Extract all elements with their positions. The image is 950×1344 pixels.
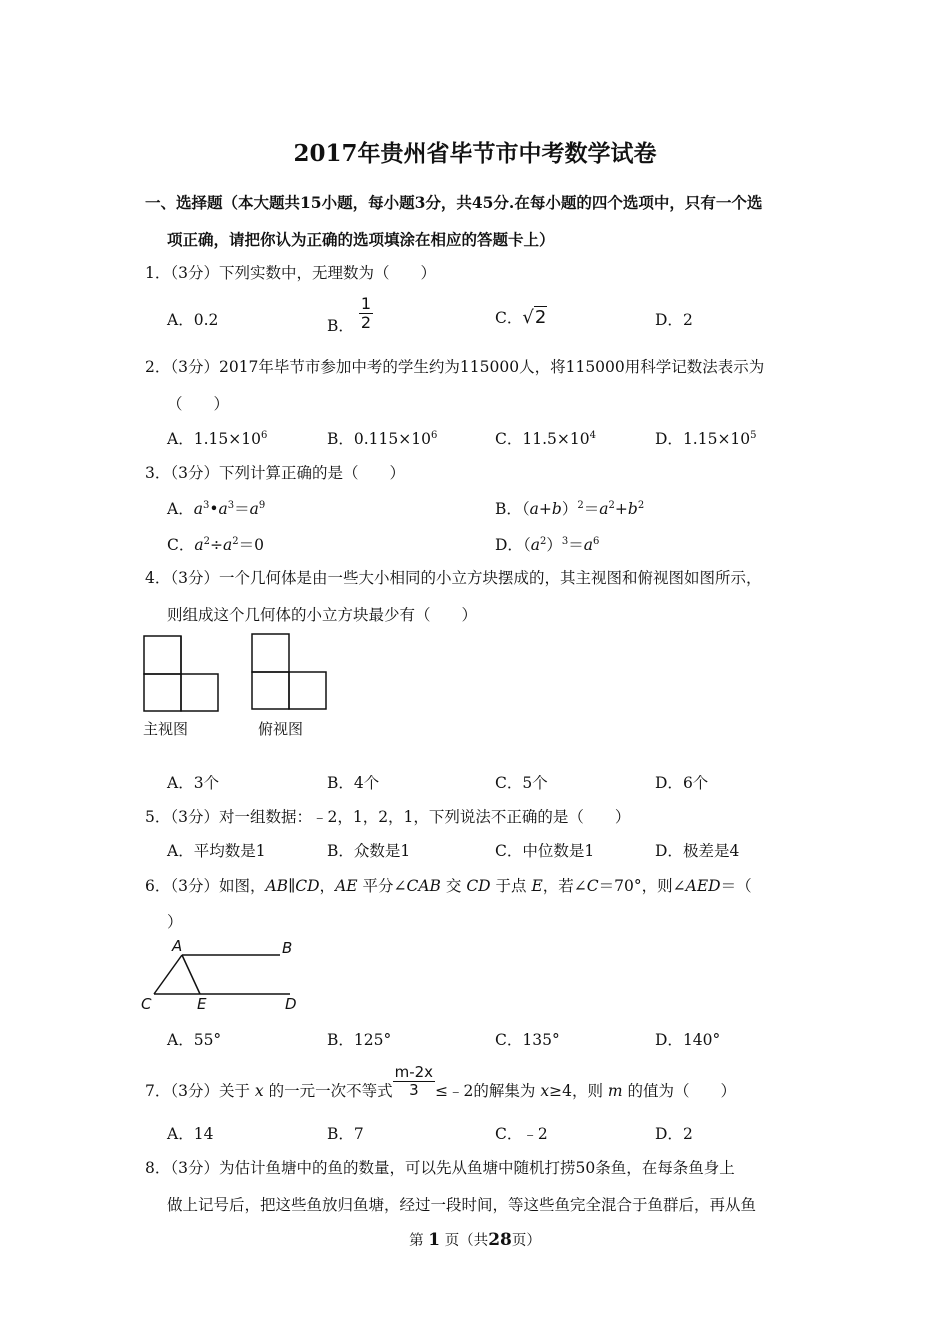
q7-option-c[interactable]: C．﹣2: [495, 1125, 548, 1143]
q6-option-b[interactable]: B．125°: [327, 1031, 392, 1049]
point-a-label: A: [172, 937, 183, 955]
q2-option-b[interactable]: B．$0.115\times 10^6$: [327, 429, 438, 448]
q5-option-c[interactable]: C．中位数是1: [495, 842, 595, 860]
question-6-paren: ）: [167, 913, 183, 931]
q3-option-c[interactable]: C．$a^2\div a^2=0$: [167, 535, 264, 554]
q3-option-b[interactable]: B．$(a+b)^2=a^2+b^2$: [495, 499, 645, 518]
q2-option-d[interactable]: D．$1.15\times 10^5$: [655, 429, 757, 448]
page-title: 2017年贵州省毕节市中考数学试卷: [293, 140, 657, 167]
point-e-label: E: [197, 995, 207, 1013]
question-2-paren: （ ）: [167, 395, 230, 413]
question-7-text: 7．（3分）关于 x 的一元一次不等式 $\frac{m-2x}{3}$ ≤﹣2的解集为 x≥4，则 m 的值为（ ）: [145, 1063, 737, 1100]
top-view-label: 俯视图: [258, 720, 304, 738]
q4-option-b[interactable]: B．4个: [327, 774, 380, 792]
q3-option-d[interactable]: D．$(a^2)^3=a^6$: [495, 535, 600, 554]
q5-option-d[interactable]: D．极差是4: [655, 842, 740, 860]
q1-option-c[interactable]: C．√2: [495, 307, 547, 328]
point-c-label: C: [141, 995, 152, 1013]
top-view-figure: [248, 630, 333, 712]
question-8-line1: 8．（3分）为估计鱼塘中的鱼的数量，可以先从鱼塘中随机打捞50条鱼，在每条鱼身上: [145, 1159, 735, 1177]
section-heading-line2: 项正确，请把你认为正确的选项填涂在相应的答题卡上）: [167, 230, 555, 249]
q5-option-a[interactable]: A．平均数是1: [167, 842, 266, 860]
q2-option-a[interactable]: A．$1.15\times 10^6$: [167, 429, 268, 448]
question-3-text: 3．（3分）下列计算正确的是（ ）: [145, 464, 405, 482]
section-heading-line1: 一、选择题（本大题共15小题，每小题3分，共45分.在每小题的四个选项中，只有一个选: [145, 193, 763, 212]
question-8-line2: 做上记号后，把这些鱼放归鱼塘，经过一段时间，等这些鱼完全混合于鱼群后，再从鱼: [167, 1196, 757, 1214]
question-4-line1: 4．（3分）一个几何体是由一些大小相同的小立方块摆成的，其主视图和俯视图如图所示，: [145, 569, 762, 587]
question-6-text: 6．（3分）如图，AB∥CD，AE 平分∠CAB 交 CD 于点 E，若∠C＝70°，则∠AED＝（: [145, 877, 752, 895]
q2-option-c[interactable]: C．$11.5\times 10^4$: [495, 429, 596, 448]
page-footer: 第 1 页（共28页）: [409, 1230, 541, 1250]
q7-option-b[interactable]: B．7: [327, 1125, 364, 1143]
q3-option-a[interactable]: A．$a^3•a^3=a^9$: [167, 499, 266, 518]
q6-option-c[interactable]: C．135°: [495, 1031, 560, 1049]
q7-option-d[interactable]: D．2: [655, 1125, 693, 1143]
question-1-text: 1．（3分）下列实数中，无理数为（ ）: [145, 264, 436, 282]
point-b-label: B: [282, 939, 293, 957]
q7-option-a[interactable]: A．14: [167, 1125, 214, 1143]
question-5-text: 5．（3分）对一组数据：﹣2，1，2，1，下列说法不正确的是（ ）: [145, 808, 631, 826]
point-d-label: D: [285, 995, 297, 1013]
question-4-line2: 则组成这个几何体的小立方块最少有（ ）: [167, 606, 478, 624]
front-view-label: 主视图: [143, 720, 189, 738]
q6-option-d[interactable]: D．140°: [655, 1031, 721, 1049]
q6-option-a[interactable]: A．55°: [167, 1031, 222, 1049]
sqrt-icon: √: [522, 307, 534, 328]
q1-option-b[interactable]: B． $\frac{1}{2}$: [327, 294, 372, 335]
question-2-text: 2．（3分）2017年毕节市参加中考的学生约为115000人，将115000用科学记数法表示为: [145, 358, 765, 376]
parallel-lines-figure: [138, 937, 308, 1013]
front-view-figure: [140, 632, 225, 714]
current-page-number: 1: [428, 1230, 441, 1250]
q1-option-a[interactable]: A．0.2: [167, 311, 219, 329]
q1-option-d[interactable]: D．2: [655, 311, 693, 329]
q5-option-b[interactable]: B．众数是1: [327, 842, 411, 860]
q4-option-a[interactable]: A．3个: [167, 774, 220, 792]
q4-option-c[interactable]: C．5个: [495, 774, 548, 792]
total-page-number: 28: [488, 1230, 512, 1250]
q4-option-d[interactable]: D．6个: [655, 774, 709, 792]
